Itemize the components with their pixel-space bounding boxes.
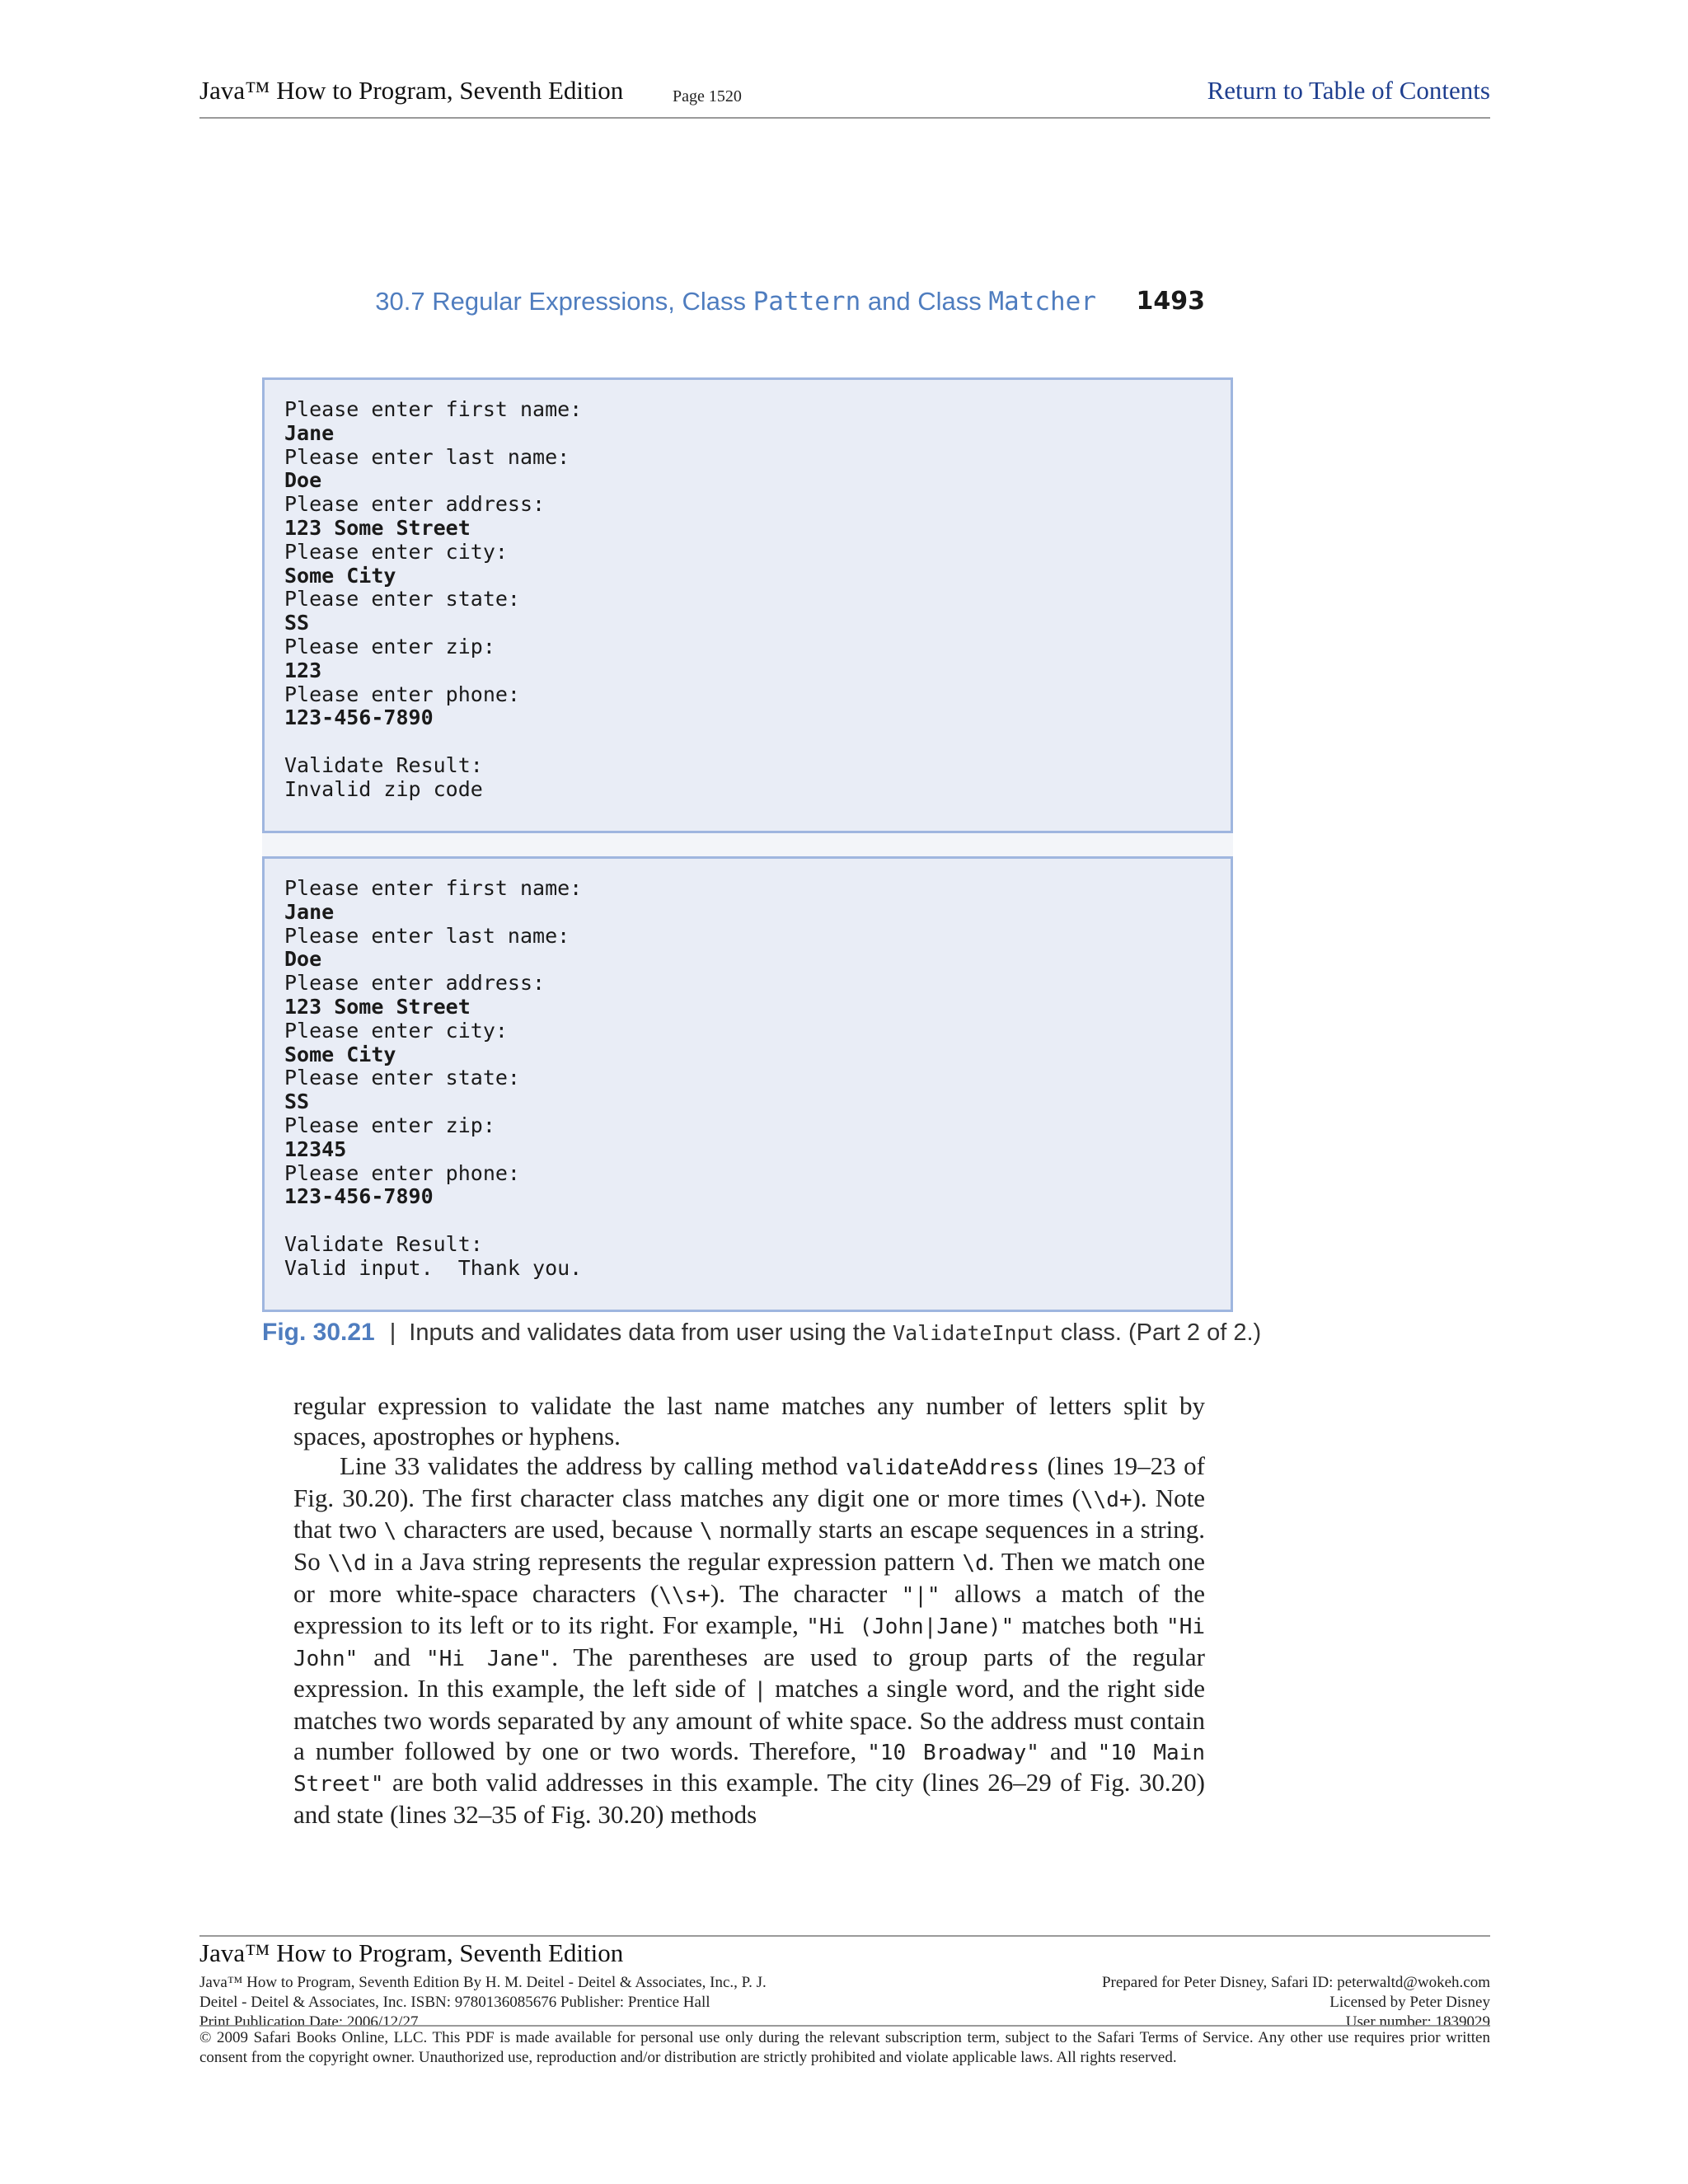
program-output-line: Validate Result: [284,1231,483,1256]
user-input-line: Doe [284,468,322,493]
inline-code: "Hi Jane" [426,1646,552,1671]
user-input-line: Jane [284,420,335,445]
terminal-divider [262,833,1233,856]
section-prefix: 30.7 Regular Expressions, Class [375,287,753,316]
program-output-line: Invalid zip code [284,776,483,801]
table-of-contents-link[interactable]: Return to Table of Contents [1207,76,1490,105]
text-run: . The parentheses are used to group parts of the regular expression. In this example, the left side of [293,1642,1205,1704]
user-input-line: Doe [284,947,322,972]
text-run: allows a match of the expression to its left or to its right. For example, [293,1578,1206,1640]
figure-label: Fig. 30.21 [262,1319,375,1346]
program-output-line: Please enter first name: [284,876,583,900]
inline-code: "10 Broadway" [867,1740,1039,1765]
text-run: matches a single word, and the right side matches two words separated by any amount of white space. So the address must contain a number followed by one or two words. Therefore, [293,1674,1205,1765]
user-input-line: SS [284,1090,310,1114]
program-output-line: Please enter city: [284,539,508,564]
text-run: are both valid addresses in this example. The city (lines 26–29 of Fig. 30.20) and state (lines 32–35 of Fig. 30.20) methods [293,1768,1205,1829]
program-output-line: Please enter state: [284,587,520,612]
text-run: (lines 19–23 of Fig. 30.20). The first character class matches any digit one or more times ( [293,1451,1206,1512]
section-mid: and Class [860,287,989,316]
user-input-line: SS [284,611,310,635]
inline-code: \\d [327,1550,367,1576]
text-run: . Then we match one or more white-space characters ( [293,1546,1205,1608]
inline-code: \\s+ [659,1582,710,1608]
footer-right-line: Prepared for Peter Disney, Safari ID: peterwaltd@wokeh.com [1101,1974,1490,1991]
inline-code: "Hi John" [293,1615,1206,1671]
caption-text-after: class. (Part 2 of 2.) [1053,1319,1262,1346]
inline-code: \ [383,1519,397,1544]
user-input-line: Jane [284,899,335,924]
running-head [0,287,1205,323]
program-output-line: Please enter city: [284,1018,508,1043]
header-book-title: Java™ How to Program, Seventh Edition [199,76,624,105]
program-output-line: Please enter address: [284,492,546,517]
paragraph-2 [293,1451,1205,1830]
caption-separator: | [389,1319,396,1346]
inline-code: \ [699,1519,713,1544]
terminal-output-1 [262,377,1233,833]
program-output-line [284,730,1231,754]
footer-left-line: Deitel - Deitel & Associates, Inc. ISBN: 9780136085676 Publisher: Prentice Hall [199,1994,710,2011]
inline-code: \d [962,1550,988,1576]
program-output-line: Please enter address: [284,971,546,996]
inline-code: "Hi (John|Jane)" [806,1615,1015,1640]
inline-code: | [753,1678,767,1704]
user-input-line: 123 Some Street [284,515,471,540]
caption-class-name: ValidateInput [893,1321,1054,1345]
terminal-output-2 [262,856,1233,1312]
text-run: in a Java string represents the regular expression pattern [366,1546,963,1576]
text-run: and [358,1642,427,1671]
inline-code: \\d+ [1080,1487,1132,1512]
footer-left-line: Print Publication Date: 2006/12/27 [199,2013,419,2031]
program-output-line: Valid input. Thank you. [284,1255,583,1280]
text-run: characters are used, because [396,1515,700,1544]
figure-caption [262,1319,1261,1355]
user-input-line: 123 [284,658,322,682]
user-input-line: Some City [284,563,396,588]
footer-right-line: User number: 1839029 [1345,2013,1490,2031]
pattern-class-name: Pattern [753,287,861,316]
user-input-line: 123 Some Street [284,994,471,1019]
footer-book-title: Java™ How to Program, Seventh Edition [199,1938,624,1967]
text-run: ). The character [710,1578,902,1608]
program-output-line: Please enter last name: [284,444,570,469]
page-footer [199,1935,1490,2031]
footer-publication-info [199,1973,767,2032]
inline-code: "|" [901,1582,940,1608]
user-input-line: 123-456-7890 [284,705,434,730]
user-input-line: Some City [284,1042,396,1066]
program-output-line: Please enter first name: [284,397,583,421]
program-output-line: Please enter zip: [284,1113,495,1137]
text-run: Line 33 validates the address by calling method [340,1451,846,1481]
program-output-line: Please enter phone: [284,1160,520,1185]
page-header [199,76,1490,119]
program-output-line: Please enter state: [284,1066,520,1090]
book-page-number: 1493 [1136,287,1205,316]
text-run: normally starts an escape sequences in a string. So [293,1515,1205,1576]
program-output-line: Validate Result: [284,752,483,777]
running-head-section [375,287,1096,316]
inline-code: validateAddress [846,1455,1039,1481]
caption-text-before: Inputs and validates data from user using the [409,1319,893,1346]
text-run: matches both [1014,1610,1167,1640]
program-output-line [284,1209,1231,1233]
footer-license-info [1102,1973,1490,2032]
text-run: and [1039,1736,1098,1765]
program-output-line: Please enter last name: [284,923,570,948]
body-text [293,1391,1205,1830]
user-input-line: 123-456-7890 [284,1184,434,1209]
matcher-class-name: Matcher [988,287,1096,316]
program-output-line: Please enter phone: [284,682,520,706]
program-output-line: Please enter zip: [284,634,495,658]
inline-code: "10 Main Street" [293,1740,1205,1797]
footer-left-line: Java™ How to Program, Seventh Edition By H. M. Deitel - Deitel & Associates, Inc., P. J. [199,1974,767,1991]
paragraph-1: regular expression to validate the last name matches any number of letters split by spaces, apostrophes or hyphens. [293,1391,1205,1451]
user-input-line: 12345 [284,1137,347,1161]
copyright-notice: © 2009 Safari Books Online, LLC. This PDF is made available for personal use only during the relevant subscription term, subject to the Safari Terms of Service. Any other use requires prior written consent from the copyright owner. Unauthorized use, reproduction and/or distribution are strictly prohibited and violate applicable laws. All rights reserved. [199,2025,1490,2068]
text-run: ). Note that two [293,1483,1205,1544]
footer-right-line: Licensed by Peter Disney [1329,1994,1490,2011]
header-page-label: Page 1520 [673,87,742,105]
